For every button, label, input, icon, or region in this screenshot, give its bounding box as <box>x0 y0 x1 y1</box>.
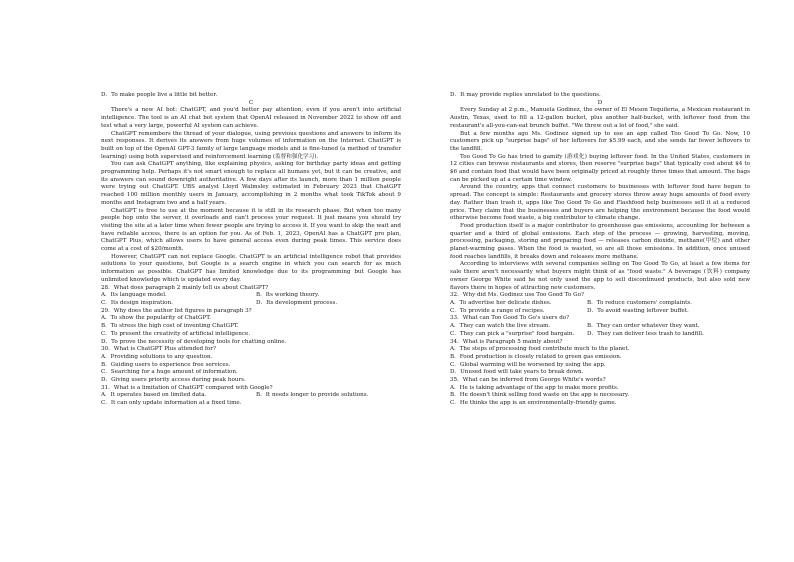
option-b: B．They can order whatever they want. <box>587 323 700 330</box>
passage-c-paragraph-5: However, ChatGPT can not replace Google. ChatGPT is an artificial intelligence robot that provides solutions to your questions, but Google is a search engine in which you can search for as much information as possible. ChatGPT has limited knowledge due to its programming but Google has unlimited knowledge which is updated every day. <box>101 253 401 283</box>
section-heading-d: D <box>597 99 603 106</box>
question-28: 28．What does paragraph 2 mainly tell us about ChatGPT? <box>101 284 269 291</box>
option-a: A．It operates based on limited data. <box>101 392 207 399</box>
question-35: 35．What can be inferred from George White's words? <box>450 377 606 384</box>
right-column <box>450 92 750 408</box>
option-a: A．Its language model. <box>101 292 167 299</box>
option-d: D．To avoid wasting leftover buffet. <box>587 307 689 314</box>
option-a: A．Providing solutions to any question. <box>101 353 213 360</box>
option-d: D．Giving users priority access during peak hours. <box>101 377 246 384</box>
option-a: A．They can watch the live stream. <box>450 323 551 330</box>
left-column <box>101 92 401 408</box>
option-b: B．It needs longer to provide solutions. <box>256 392 369 399</box>
question-32-options-ab <box>450 300 750 308</box>
question-34: 34．What is Paragraph 5 mainly about? <box>450 338 563 345</box>
option-c: C．Its design inspiration. <box>101 299 173 306</box>
section-heading-c: C <box>248 99 254 106</box>
question-31-options-ab <box>101 392 401 400</box>
option-b: B．Food production is closely related to green gas emission. <box>450 353 622 360</box>
option-c: C．He thinks the app is an environmentally-friendly game. <box>450 400 617 407</box>
question-28-options-ab <box>101 292 401 300</box>
prev-option-d: D．It may provide replies unrelated to the questions. <box>450 92 601 98</box>
option-b: B．To stress the high cost of inventing ChatGPT. <box>101 323 239 330</box>
option-b: B．Its working theory. <box>256 292 320 299</box>
option-c: C．Searching for a huge amount of information. <box>101 369 238 376</box>
question-28-options-cd <box>101 300 401 308</box>
question-30: 30．What is ChatGPT Plus attended for? <box>101 346 216 353</box>
option-c: C．Global warming will be worsened by using the app. <box>450 361 606 368</box>
question-32: 32．Why did Ms. Godinez use Too Good To Go? <box>450 292 584 299</box>
option-d: D．Its development process. <box>256 299 338 306</box>
passage-d-paragraph-1: Every Sunday at 2 p.m., Manuela Godinez, the owner of El Meson Tequileria, a Mexican restaurant in Austin, Texas, used to fill a 12-gallon bucket, plus another half-bucket, with leftover food from the restaurant's all-you-can-eat brunch buffet. "We threw out a lot of food," she said. <box>450 107 750 129</box>
option-d: D．Unused food will take years to break down. <box>450 369 584 376</box>
option-c: C．To present the creativity of artificial intelligence. <box>101 330 251 337</box>
option-a: A．To advertise her delicate dishes. <box>450 299 552 306</box>
option-a: A．He is taking advantage of the app to make more profits. <box>450 384 619 391</box>
option-c: C．To provide a range of recipes. <box>450 307 545 314</box>
question-31: 31．What is a limitation of ChatGPT compared with Google? <box>101 384 273 391</box>
question-33-options-ab <box>450 323 750 331</box>
question-33-options-cd <box>450 331 750 339</box>
option-c: C．They can pick a "surprise" food bargain. <box>450 330 575 337</box>
passage-d-paragraph-5: Food production itself is a major contributor to greenhouse gas emissions, accounting for between a quarter and a third of global emissions. Each step of the process — growing, harvesting, moving, processing, packaging, storing and preparing food — releases carbon dioxide, methane(甲烷) and other planet-warming gases. When the food is wasted, so are all those emissions. In addition, once unused food reaches landfills, it breaks down and releases more methane. <box>450 222 750 260</box>
option-a: A．The steps of processing food contribute much to the planet. <box>450 346 630 353</box>
prev-option-d: D．To make people live a little bit better. <box>101 92 218 98</box>
passage-c-paragraph-1: There's a new AI bot: ChatGPT, and you'd better pay attention, even if you aren't into artificial intelligence. The tool is an AI chat bot system that OpenAI released in November 2022 to show off and test what a very large, powerful AI system can achieve. <box>101 107 401 129</box>
option-d: D．To prove the necessity of developing tools for chatting online. <box>101 338 287 345</box>
question-33: 33．What can Too Good To Go's users do? <box>450 315 570 322</box>
passage-d-paragraph-2: But a few months ago Ms. Godinez signed up to use an app called Too Good To Go. Now, 10 customers pick up "surprise bags" of her leftovers for $5.99 each, and she sends far fewer leftovers to the landfill. <box>450 130 750 152</box>
option-b: B．He doesn't think selling food waste on the app is necessary. <box>450 392 630 399</box>
passage-c-paragraph-4: ChatGPT is free to use at the moment because it is still in its research phase. But when too many people hop onto the server, it overloads and can't process your request. It just means you should try visiting the site at a later time when fewer people are trying to access it. If you want to skip the wait and have reliable access, there is an option for you. As of Feb. 1, 2023, OpenAI has a ChatGPT pro plan, ChatGPT Plus, which allows users to have general access even during peak times. This service does come at a cost of $20/month. <box>101 207 401 253</box>
option-b: B．To reduce customers' complaints. <box>587 299 693 306</box>
question-32-options-cd <box>450 308 750 316</box>
passage-d-paragraph-6: According to interviews with several companies selling on Too Good To Go, at least a few items for sale there aren't necessarily what buyers might think of as "food waste." A beverage (饮料) company owner George White said he not only used the app to sell discontinued products, but also sold new flavors there in hopes of attracting new customers. <box>450 261 750 291</box>
option-c: C．It can only update information at a fixed time. <box>101 400 242 407</box>
passage-c-paragraph-2: ChatGPT remembers the thread of your dialogue, using previous questions and answers to inform its next responses. It derives its answers from huge volumes of information on the Internet. ChatGPT is built on top of the OpenAI GPT-3 family of large language models and is fine-tuned (a method of transfer learning) using both supervised and reinforcement learning (监督和强化学习). <box>101 130 401 160</box>
passage-d-paragraph-4: Around the country, apps that connect customers to businesses with leftover food have begun to spread. The concept is simple: Restaurants and grocery stores throw away huge amounts of food every day. Rather than trash it, apps like Too Good To Go and Flashfood help businesses sell it at a reduced price. They claim that the businesses and buyers are helping the environment because the food would otherwise become food waste, a big contributor to climate change. <box>450 184 750 222</box>
option-d: D．They can deliver less trash to landfill. <box>587 330 704 337</box>
passage-d-paragraph-3: Too Good To Go has tried to gamify (游戏化) buying leftover food. In the United States, customers in 12 cities can browse restaurants and stores, then reserve "surprise bags" that typically cost about $4 to $6 and contain food that would have been originally priced at roughly three times that amount. The bags can be picked up at a certain time window. <box>450 153 750 183</box>
option-b: B．Guiding users to experience free services. <box>101 361 231 368</box>
question-29: 29．Why does the author list figures in paragraph 3? <box>101 307 252 314</box>
option-a: A．To show the popularity of ChatGPT. <box>101 315 211 322</box>
passage-c-paragraph-3: You can ask ChatGPT anything, like explaining physics, asking for birthday party ideas and getting programming help. Perhaps it's not smart enough to replace all humans yet, but it can be creative, and its answers can sound downright authoritative. A few days after its launch, more than 1 million people were trying out ChatGPT. UBS analyst Lloyd Walmsley estimated in February 2023 that ChatGPT reached 100 million monthly users in January, accomplishing in 2 months what took TikTok about 9 months and Instagram two and a half years. <box>101 161 401 206</box>
